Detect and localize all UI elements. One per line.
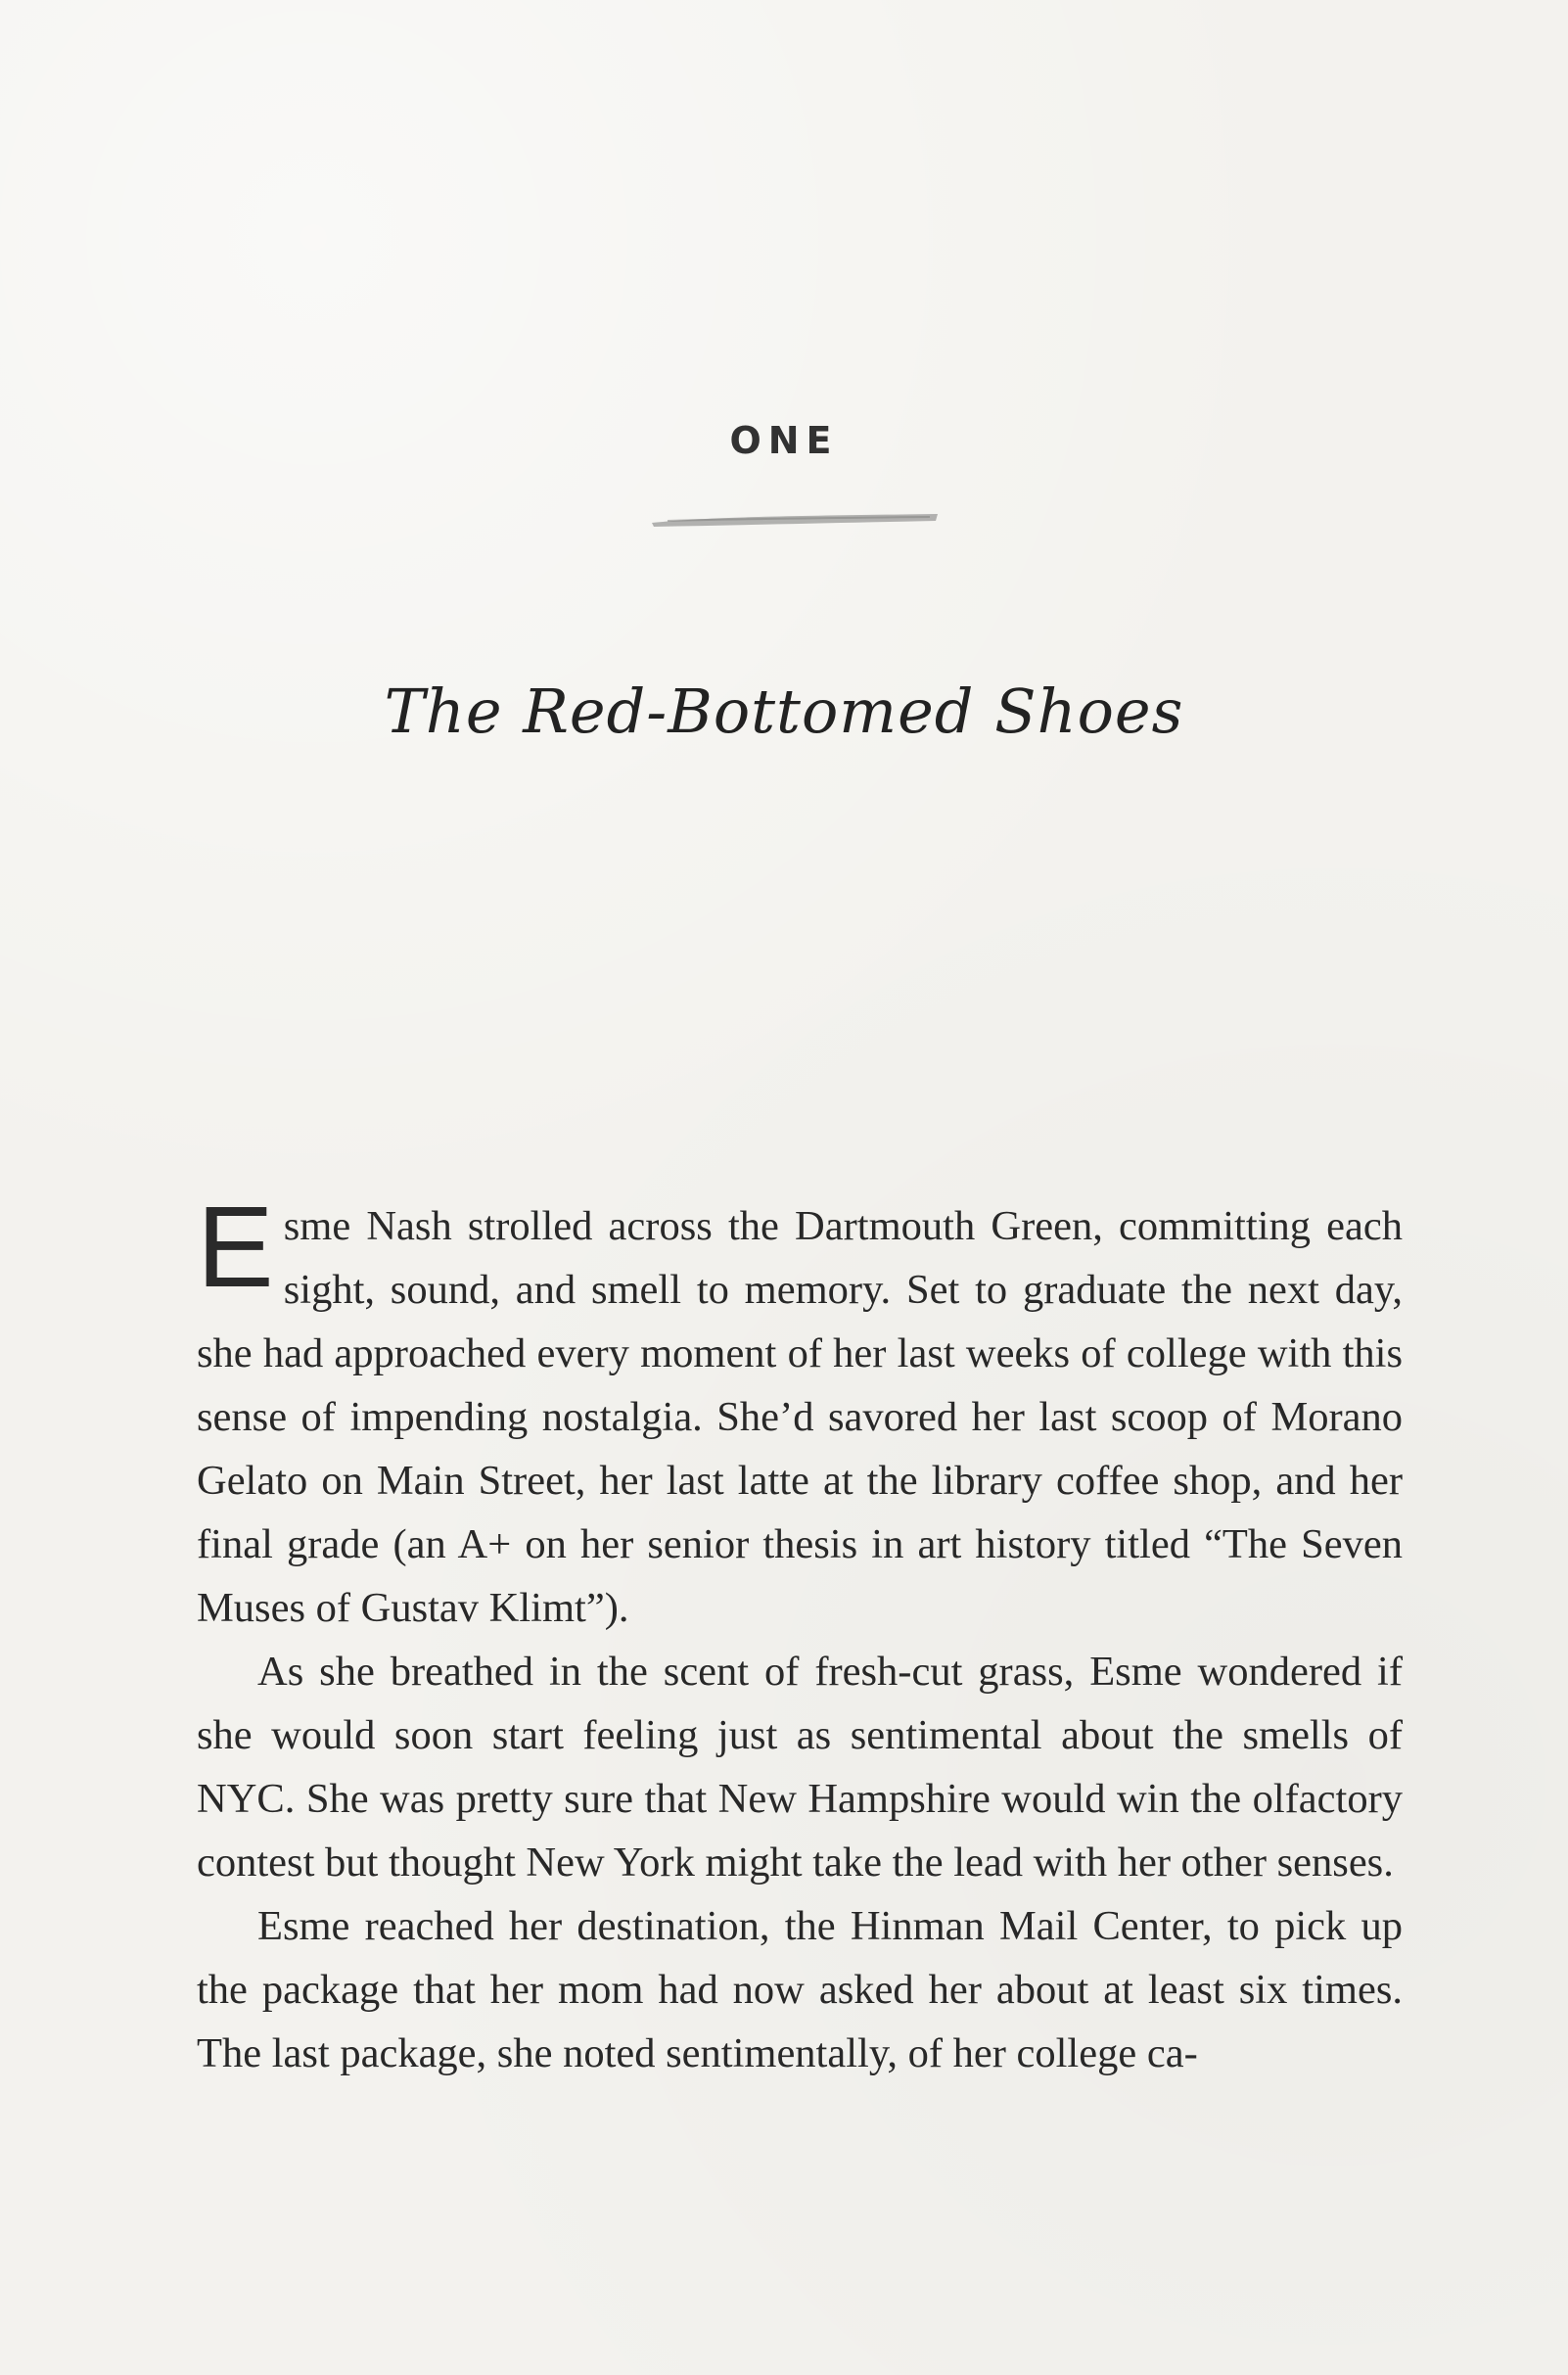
- drop-cap: E: [197, 1183, 274, 1312]
- chapter-number: ONE: [729, 419, 839, 462]
- chapter-body: [197, 1183, 1403, 2085]
- paragraph-1: [197, 1183, 1403, 1640]
- paragraph-1-text: sme Nash strolled across the Dartmouth Green, committing each sight, sound, and smell to memory. Set to graduate the next day, she had approached every moment of her last weeks of college with this sense of impending nostalgia. She’d savored her last scoop of Morano Gelato on Main Street, her last latte at the library coffee shop, and her final grade (an A+ on her senior thesis in art history titled “The Seven Muses of Gustav Klimt”).: [197, 1203, 1403, 1631]
- chapter-title: The Red-Bottomed Shoes: [384, 675, 1184, 747]
- paragraph-3: Esme reached her destination, the Hinman Mail Center, to pick up the package that her mom had now asked her about at least six times. The last package, she noted sentimentally, of her college ca-: [197, 1903, 1403, 2076]
- brush-stroke-divider: [648, 507, 942, 531]
- paragraph-2: As she breathed in the scent of fresh-cut grass, Esme wondered if she would soon start feeling just as sentimental about the smells of NYC. She was pretty sure that New Hampshire would win the olfactory contest but thought New York might take the lead with her other senses.: [197, 1649, 1403, 1886]
